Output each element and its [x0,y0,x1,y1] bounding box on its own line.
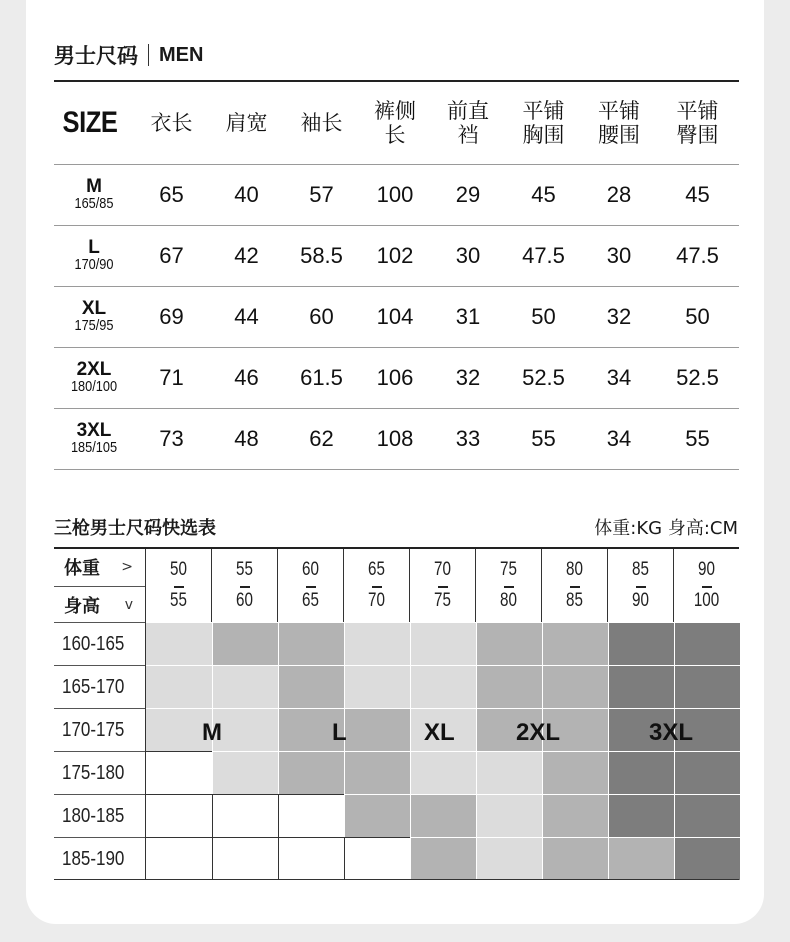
measure-cell: 47.5 [656,225,739,286]
measure-cell: 31 [431,286,505,347]
height-arrow-icon: v [124,596,133,613]
weight-column-header [145,549,211,622]
size-grid-cell [674,837,740,880]
measure-cell: 57 [284,164,359,225]
measure-cell: 60 [284,286,359,347]
size-grid-cell [608,622,674,665]
measure-column-header: 袖长 [284,82,359,164]
measure-cell: 40 [209,164,284,225]
height-row-label [54,622,145,665]
size-spec: 180/100 [70,377,118,395]
header-line: 平铺 [598,98,640,123]
size-grid-cell [476,837,542,880]
size-spec: 175/95 [74,316,114,334]
size-grid-cell [212,794,278,837]
range-dash [372,586,382,588]
grid-size-label: M [202,719,222,746]
header-line: 裤侧 [374,98,416,123]
weight-max: 70 [368,590,385,611]
height-row-label [54,837,145,880]
size-cell [54,408,134,469]
size-grid-cell [344,837,410,880]
size-grid-cell [146,665,212,708]
size-grid-cell [410,837,476,880]
size-grid-cell [146,622,212,665]
size-grid-cell [608,837,674,880]
range-dash [570,586,580,588]
weight-column-header [409,549,475,622]
weight-min: 85 [632,559,649,580]
height-range: 160-165 [62,632,125,655]
measure-cell: 29 [431,164,505,225]
range-dash [504,586,514,588]
size-grid-cell [542,837,608,880]
measure-column-header: 肩宽 [209,82,284,164]
measure-cell: 30 [582,225,656,286]
measure-cell: 33 [431,408,505,469]
size-grid-cell [674,665,740,708]
range-dash [702,586,712,588]
size-cell [54,347,134,408]
size-grid-cell [542,622,608,665]
weight-min: 80 [566,559,583,580]
measure-cell: 50 [656,286,739,347]
size-grid-cell [344,665,410,708]
grid-size-label: XL [424,719,455,746]
measure-cell: 32 [431,347,505,408]
size-grid-cell [344,794,410,837]
size-name: 3XL [76,419,112,441]
measure-cell: 34 [582,408,656,469]
size-grid-cell [344,708,410,751]
grid-size-label: L [332,719,347,746]
size-grid-cell [212,751,278,794]
measure-cell: 52.5 [656,347,739,408]
grid-size-label: 2XL [516,719,561,746]
table-row [54,225,739,286]
measure-cell: 55 [505,408,582,469]
title-en: MEN [159,43,204,66]
measure-column-header: 衣长 [134,82,209,164]
weight-min: 90 [698,559,715,580]
measure-column-header [656,82,739,164]
range-dash [174,586,184,588]
size-grid-cell [674,751,740,794]
weight-min: 50 [170,559,187,580]
measure-cell: 104 [359,286,431,347]
weight-column-header [673,549,739,622]
size-grid-cell [608,751,674,794]
measure-cell: 45 [505,164,582,225]
measure-cell: 69 [134,286,209,347]
size-spec: 185/105 [70,438,118,456]
size-grid-cell [476,622,542,665]
size-name: L [88,236,100,258]
size-grid-cell [278,794,344,837]
size-grid-cell [344,622,410,665]
height-row-label [54,794,145,837]
size-name: XL [81,297,107,319]
size-grid-cell [476,751,542,794]
size-grid-cell [410,751,476,794]
weight-min: 60 [302,559,319,580]
header-line: 胸围 [522,122,565,147]
header-line: 长 [384,122,406,147]
size-grid-cell [410,622,476,665]
size-grid-cell [146,751,212,794]
table-row [54,408,739,469]
title-zh: 男士尺码 [54,44,138,68]
measure-cell: 55 [656,408,739,469]
measure-cell: 65 [134,164,209,225]
table-row [54,164,739,225]
height-row-label [54,665,145,708]
height-range: 180-185 [62,804,125,827]
measure-cell: 71 [134,347,209,408]
size-cell [54,225,134,286]
header-line: 臀围 [676,122,719,147]
weight-column-header [541,549,607,622]
page-title [54,38,203,72]
measure-cell: 62 [284,408,359,469]
range-dash [306,586,316,588]
measure-cell: 46 [209,347,284,408]
weight-column-header [211,549,277,622]
size-name: M [86,175,102,197]
height-range: 170-175 [62,718,125,741]
weight-max: 60 [236,590,253,611]
measure-cell: 108 [359,408,431,469]
height-range: 185-190 [62,847,125,870]
weight-min: 55 [236,559,253,580]
size-grid-cell [542,665,608,708]
size-grid-cell [278,622,344,665]
table-row [54,286,739,347]
measure-cell: 58.5 [284,225,359,286]
size-spec: 165/85 [74,194,114,212]
weight-arrow-icon: > [121,559,133,575]
measure-cell: 44 [209,286,284,347]
measure-column-header [359,82,431,164]
weight-max: 80 [500,590,517,611]
measure-cell: 67 [134,225,209,286]
header-line: 腰围 [598,122,640,147]
weight-max: 100 [693,590,720,611]
range-dash [636,586,646,588]
quick-grid-cells [145,622,739,880]
quick-table-title: 三枪男士尺码快选表 [54,518,216,539]
measure-cell: 48 [209,408,284,469]
size-grid-cell [278,751,344,794]
quick-bottom-rule [54,879,739,880]
header-line: 裆 [457,122,479,147]
size-grid-cell [146,794,212,837]
height-label: 身高 [64,595,100,617]
measure-cell: 30 [431,225,505,286]
size-grid-cell [146,837,212,880]
measure-cell: 28 [582,164,656,225]
size-grid-cell [542,794,608,837]
size-grid-cell [278,837,344,880]
size-table [54,82,739,470]
title-divider [148,44,149,66]
size-grid-cell [212,622,278,665]
size-grid-cell [278,665,344,708]
size-grid-cell [608,794,674,837]
size-grid-cell [410,794,476,837]
height-range: 175-180 [62,761,125,784]
measure-cell: 61.5 [284,347,359,408]
size-grid-cell [674,622,740,665]
measure-cell: 50 [505,286,582,347]
grid-size-label: 3XL [649,719,694,746]
measure-cell: 106 [359,347,431,408]
measure-cell: 32 [582,286,656,347]
weight-column-header [277,549,343,622]
table-row [54,347,739,408]
size-spec: 170/90 [74,255,114,273]
size-column-header: SIZE [54,82,122,164]
size-grid-cell [476,665,542,708]
weight-max: 85 [566,590,583,611]
weight-label: 体重 [64,558,100,579]
weight-header [54,549,145,585]
size-cell [54,286,134,347]
size-table-body [54,164,739,469]
quick-table-unit: 体重:KG 身高:CM [594,518,738,539]
weight-min: 65 [368,559,385,580]
size-grid-cell [608,665,674,708]
range-dash [240,586,250,588]
weight-column-header [343,549,409,622]
size-grid-cell [212,837,278,880]
weight-min: 70 [434,559,451,580]
size-grid-cell [542,751,608,794]
height-row-label [54,751,145,794]
weight-max: 65 [302,590,319,611]
measure-column-header [505,82,582,164]
measure-column-header [582,82,656,164]
size-grid-cell [476,794,542,837]
range-dash [438,586,448,588]
measure-cell: 47.5 [505,225,582,286]
size-name: 2XL [76,358,112,380]
size-table-header [54,82,739,164]
size-grid-cell [674,794,740,837]
measure-column-header [431,82,505,164]
weight-max: 55 [170,590,187,611]
measure-cell: 100 [359,164,431,225]
height-header [54,586,145,622]
weight-column-header [475,549,541,622]
weight-max: 90 [632,590,649,611]
size-grid-cell [410,665,476,708]
measure-cell: 102 [359,225,431,286]
height-range: 165-170 [62,675,125,698]
measure-cell: 52.5 [505,347,582,408]
height-row-label [54,708,145,751]
size-grid-cell [212,665,278,708]
measure-cell: 73 [134,408,209,469]
measure-cell: 45 [656,164,739,225]
header-line: 平铺 [676,98,719,123]
header-line: 前直 [447,98,489,123]
header-line: 平铺 [522,98,565,123]
measure-cell: 42 [209,225,284,286]
weight-column-header [607,549,673,622]
size-grid-cell [344,751,410,794]
measure-cell: 34 [582,347,656,408]
size-cell [54,164,134,225]
weight-min: 75 [500,559,517,580]
weight-max: 75 [434,590,451,611]
